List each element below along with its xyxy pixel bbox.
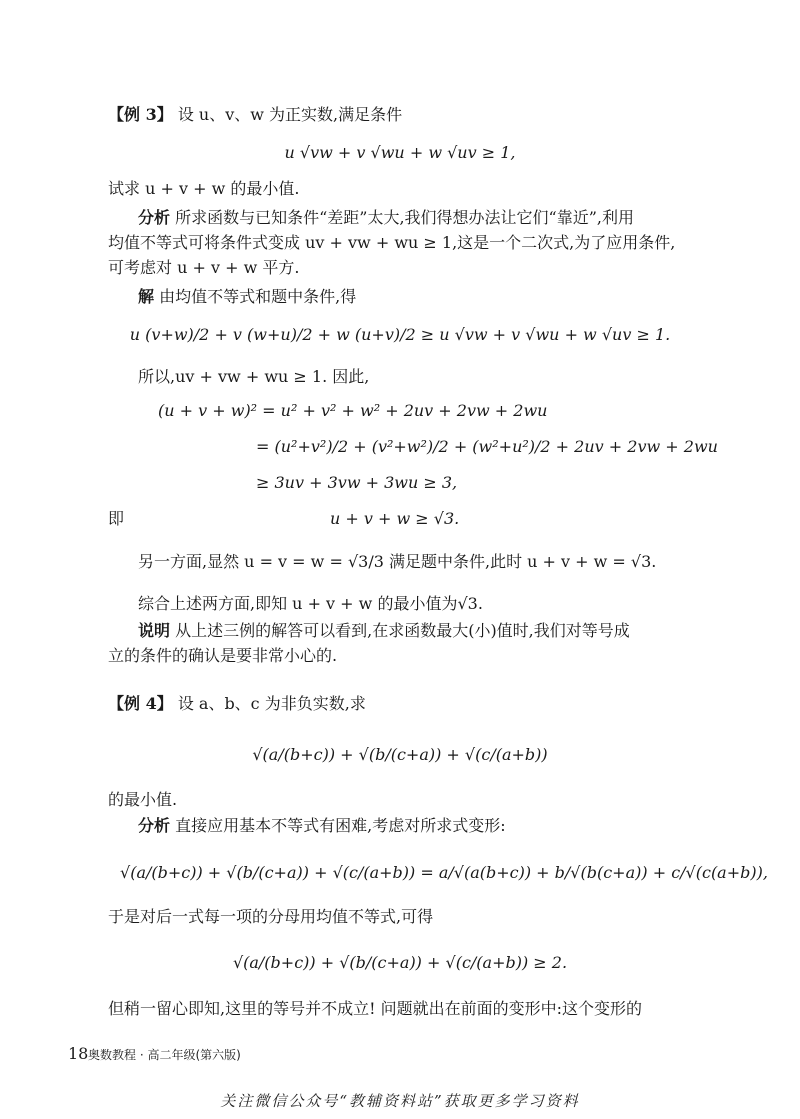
example3-note-line1 (138, 620, 738, 642)
example3-solution-intro (138, 286, 738, 308)
example3-other-side: 另一方面,显然 u = v = w = √3/3 满足题中条件,此时 u + v + w = √3. (138, 552, 657, 571)
example3-analysis-line1 (138, 207, 738, 229)
analysis-label-4: 分析 (138, 816, 171, 835)
example4-analysis (138, 815, 738, 837)
example3-heading: 【例 3】 (108, 105, 173, 124)
example3-analysis-line2: 均值不等式可将条件式变成 uv + vw + wu ≥ 1,这是一个二次式,为了应用条件, (108, 233, 676, 252)
example3-conclusion: 综合上述两方面,即知 u + v + w 的最小值为√3. (138, 594, 483, 613)
example3-ineq1: u (v+w)/2 + v (w+u)/2 + w (u+v)/2 ≥ u √vw + v √wu + w √uv ≥ 1. (129, 325, 671, 344)
example3-note-line2: 立的条件的确认是要非常小心的. (108, 646, 338, 665)
note-label: 说明 (138, 621, 171, 640)
watermark-text: 关注微信公众号“教辅资料站”获取更多学习资料 (220, 1092, 580, 1110)
example4-transform: √(a/(b+c)) + √(b/(c+a)) + √(c/(a+b)) = a/√(a(b+c)) + b/√(b(c+a)) + c/√(c(a+b)), (120, 863, 768, 882)
example4-last-line: 但稍一留心即知,这里的等号并不成立! 问题就出在前面的变形中:这个变形的 (108, 999, 642, 1018)
example4-inequality: √(a/(b+c)) + √(b/(c+a)) + √(c/(a+b)) ≥ 2. (232, 953, 568, 972)
example3-condition: u √vw + v √wu + w √uv ≥ 1, (284, 143, 516, 162)
analysis-text-4: 直接应用基本不等式有困难,考虑对所求式变形: (175, 816, 506, 835)
example3-analysis-line3: 可考虑对 u + v + w 平方. (108, 258, 300, 277)
note-text: 从上述三例的解答可以看到,在求函数最大(小)值时,我们对等号成 (175, 621, 630, 640)
book-title: 奥数教程 · 高二年级(第六版) (88, 1048, 241, 1062)
page-number: 18 (68, 1044, 89, 1063)
example3-header (108, 104, 708, 126)
example3-intro: 设 u、v、w 为正实数,满足条件 (177, 105, 403, 124)
example4-header (108, 693, 708, 715)
example3-so-line: 所以,uv + vw + wu ≥ 1. 因此, (138, 367, 370, 386)
analysis-label: 分析 (138, 208, 171, 227)
solution-intro-text: 由均值不等式和题中条件,得 (159, 287, 357, 306)
example3-square-line2: = (u²+v²)/2 + (v²+w²)/2 + (w²+u²)/2 + 2uv + 2vw + 2wu (256, 437, 718, 456)
example3-ji-label: 即 (108, 509, 125, 528)
example4-heading: 【例 4】 (108, 694, 173, 713)
example3-square-line3: ≥ 3uv + 3vw + 3wu ≥ 3, (256, 473, 458, 492)
example3-ji-result: u + v + w ≥ √3. (330, 509, 460, 528)
analysis-text: 所求函数与已知条件“差距”太大,我们得想办法让它们“靠近”,利用 (175, 208, 635, 227)
example4-min-text: 的最小值. (108, 790, 178, 809)
solution-label: 解 (138, 287, 155, 306)
example4-intro: 设 a、b、c 为非负实数,求 (177, 694, 366, 713)
example3-square-line1: (u + v + w)² = u² + v² + w² + 2uv + 2vw + 2wu (158, 401, 548, 420)
example3-ask: 试求 u + v + w 的最小值. (108, 179, 300, 198)
example4-so-text: 于是对后一式每一项的分母用均值不等式,可得 (108, 907, 434, 926)
example4-expression: √(a/(b+c)) + √(b/(c+a)) + √(c/(a+b)) (252, 745, 548, 764)
